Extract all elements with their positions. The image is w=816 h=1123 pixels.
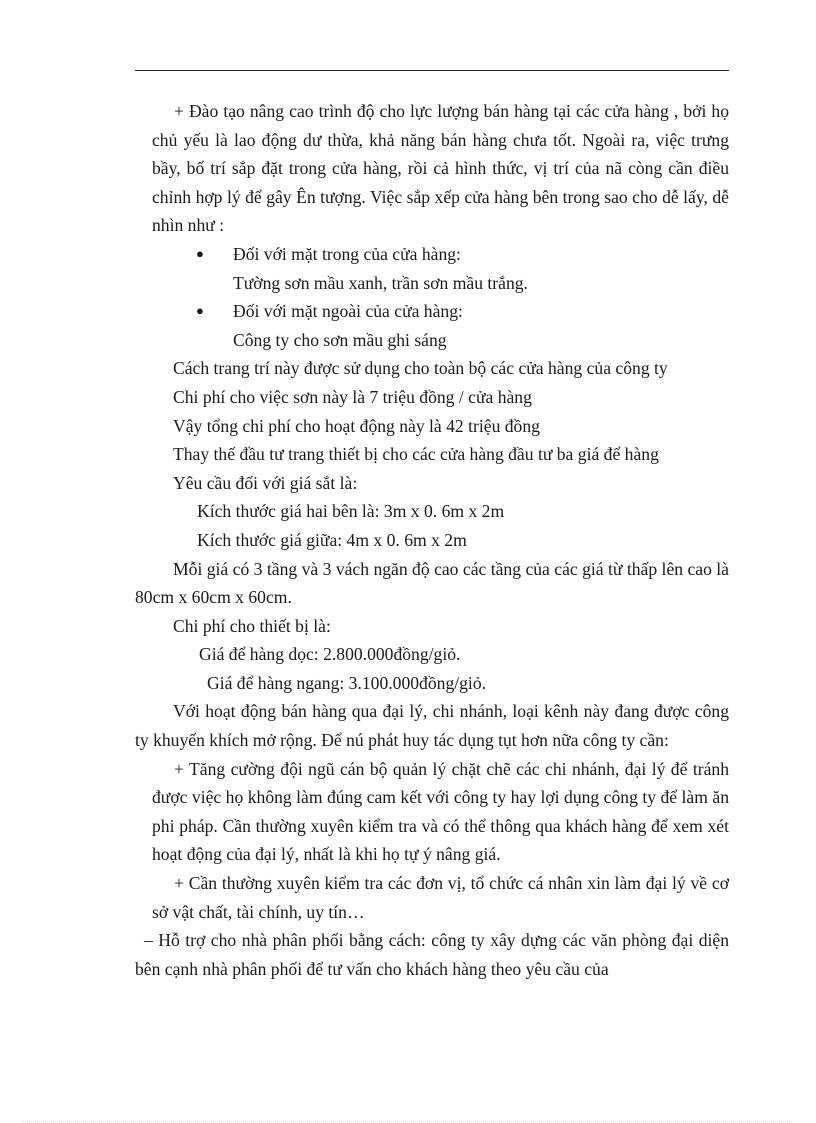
paragraph-shelves: Mỗi giá có 3 tầng và 3 vách ngăn độ cao các tầng của các giá từ thấp lên cao là 80cm x 60cm x 60cm.: [135, 558, 729, 608]
paragraph-agents: Với hoạt động bán hàng qua đại lý, chi nhánh, loại kênh này đang được công ty khuyến khích mở rộng. Để nú phát huy tác dụng tụt hơn nữa công ty cần:: [135, 701, 729, 751]
bullet-subtext: Tường sơn mầu xanh, trần sơn mầu trắng.: [233, 272, 528, 293]
bullet-subtext: Công ty cho sơn mầu ghi sáng: [233, 329, 447, 350]
text-line: Cách trang trí này được sử dụng cho toàn bộ các cửa hàng của công ty: [173, 358, 668, 379]
document-body: [135, 97, 729, 983]
text-line: Kích thước giá hai bên là: 3m x 0. 6m x 2m: [197, 501, 505, 522]
text-line: Giá để hàng ngang: 3.100.000đồng/giỏ.: [207, 672, 487, 693]
paragraph-management: + Tăng cường đội ngũ cán bộ quản lý chặt chẽ các chi nhánh, đại lý để tránh được việc họ không làm đúng cam kết với công ty hay lợi dụng công ty để làm ăn phi pháp. Cần thường xuyên kiểm tra và có thể thông qua khách hàng để xem xét hoạt động của đại lý, nhất là khi họ tự ý nâng giá.: [152, 758, 729, 865]
paragraph-training: + Đào tạo nâng cao trình độ cho lực lượng bán hàng tại các cửa hàng , bởi họ chủ yếu là lao động dư thừa, khả năng bán hàng chưa tốt. Ngoài ra, việc trưng bầy, bố trí sắp đặt trong cửa hàng, rồi cả hình thức, vị trí của nã còng cần điều chỉnh hợp lý để gây Ên tượng. Việc sắp xếp cửa hàng bên trong sao cho dễ lấy, dễ nhìn như :: [152, 101, 729, 236]
text-line: Chi phí cho thiết bị là:: [173, 615, 331, 636]
page-bottom-border: [22, 1121, 794, 1122]
paragraph-inspection: + Cần thường xuyên kiểm tra các đơn vị, tổ chức cá nhân xin làm đại lý về cơ sở vật chất, tài chính, uy tín…: [152, 873, 729, 922]
paragraph-support: – Hỗ trợ cho nhà phân phối bằng cách: công ty xây dựng các văn phòng đại diện bên cạnh nhà phân phối để tư vấn cho khách hàng theo yêu cầu của: [135, 930, 729, 979]
bullet-text: Đối với mặt ngoài của cửa hàng:: [233, 301, 463, 322]
header-rule: [135, 70, 729, 71]
text-line: Yêu cầu đối với giá sắt là:: [173, 472, 358, 493]
bullet-item-interior: [135, 240, 729, 269]
bullet-icon: ●: [196, 303, 204, 319]
text-line: Kích thước giá giữa: 4m x 0. 6m x 2m: [197, 529, 467, 550]
bullet-icon: ●: [196, 245, 204, 261]
text-line: Chi phí cho việc sơn này là 7 triệu đồng / cửa hàng: [173, 386, 532, 407]
bullet-item-exterior: [135, 297, 729, 326]
text-line: Thay thế đầu tư trang thiết bị cho các cửa hàng đầu tư ba giá để hàng: [173, 444, 659, 465]
text-line: Giá để hàng dọc: 2.800.000đồng/giỏ.: [199, 644, 461, 665]
bullet-text: Đối với mặt trong của cửa hàng:: [233, 243, 461, 264]
text-line: Vậy tổng chi phí cho hoạt động này là 42 triệu đồng: [173, 415, 540, 436]
